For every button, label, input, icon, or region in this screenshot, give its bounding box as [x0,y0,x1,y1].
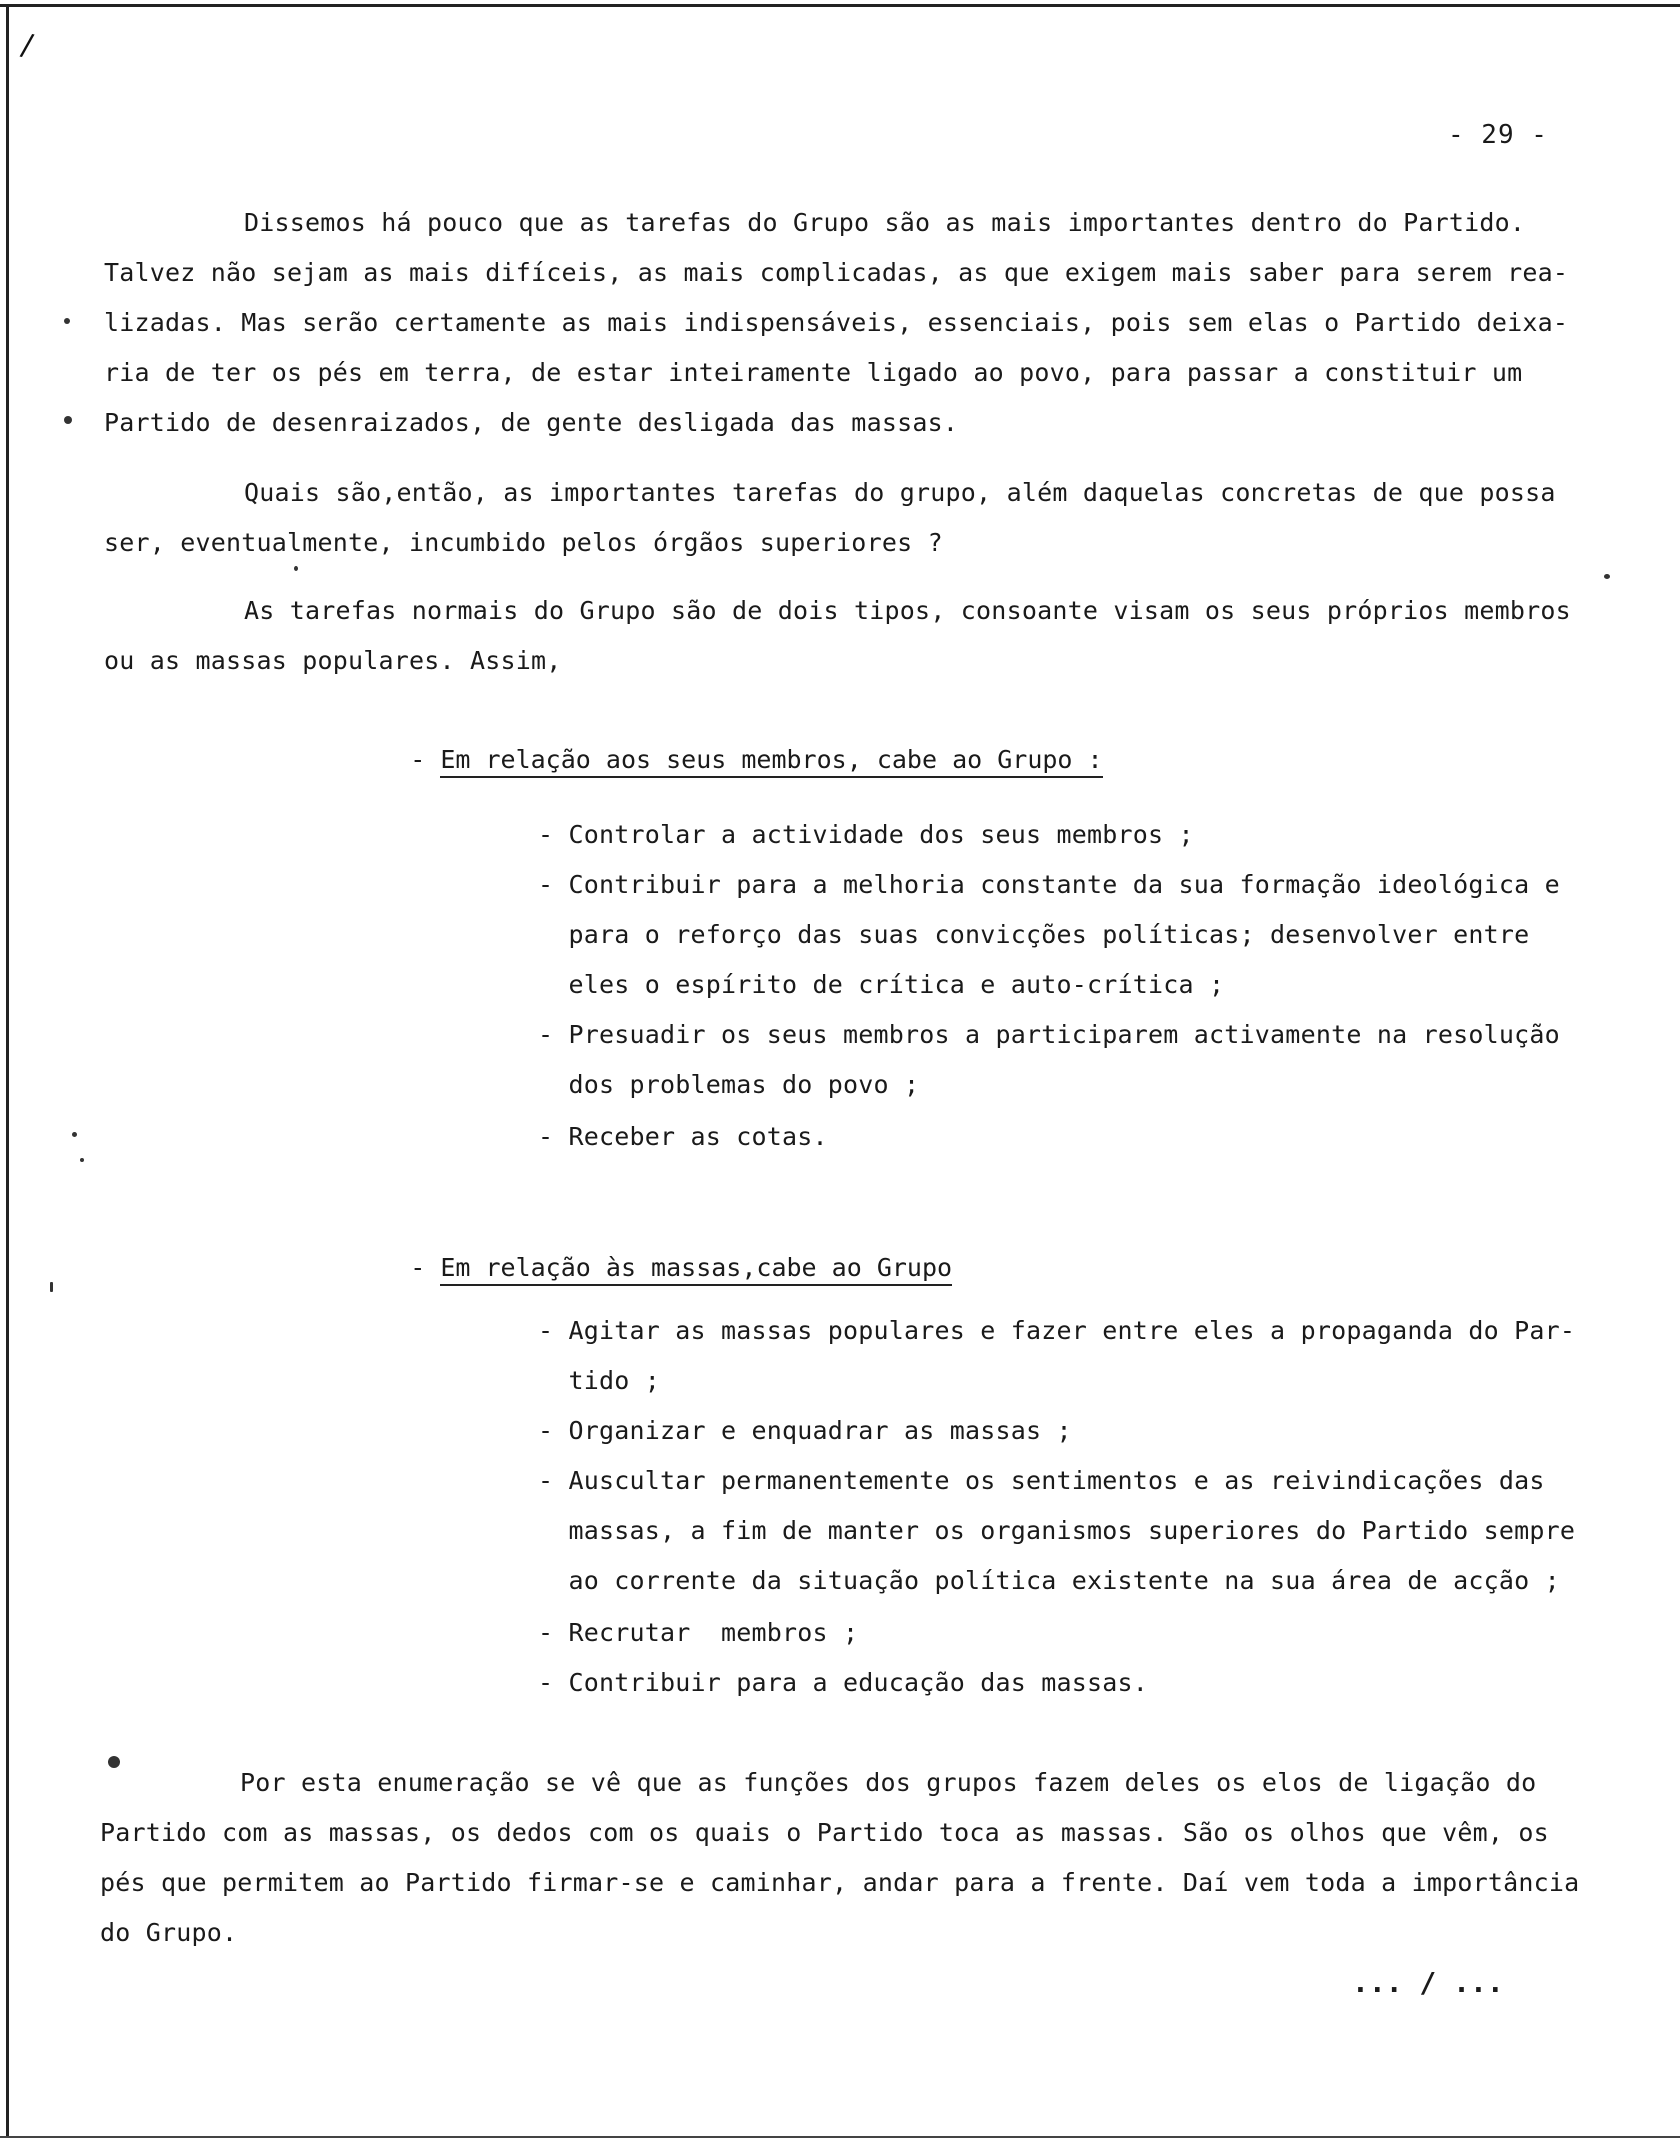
scan-border-top [0,4,1680,7]
scan-speck [1604,574,1610,579]
list-item: - Organizar e enquadrar as massas ; [538,1416,1072,1445]
list-item-continuation: tido ; [538,1366,661,1395]
scan-speck [72,1132,77,1137]
list-item-continuation: ao corrente da situação política existente na sua área de acção ; [538,1566,1560,1595]
paragraph-line: ou as massas populares. Assim, [104,646,562,675]
list-item: - Recrutar membros ; [538,1618,859,1647]
paragraph-line: Quais são,então, as importantes tarefas do grupo, além daquelas concretas de que possa [244,478,1556,507]
scan-border-bottom [0,2136,1680,2138]
list-item-continuation: massas, a fim de manter os organismos superiores do Partido sempre [538,1516,1576,1545]
corner-mark: / [18,27,36,64]
paragraph-line: Talvez não sejam as mais difíceis, as mais complicadas, as que exigem mais saber para serem rea- [104,258,1569,287]
list-item: - Receber as cotas. [538,1122,828,1151]
scan-border-left [6,4,9,2138]
heading-text: Em relação às massas,cabe ao Grupo [440,1253,952,1286]
scan-speck [64,416,72,424]
paragraph-line: Partido de desenraizados, de gente desligada das massas. [104,408,959,437]
list-item-continuation: eles o espírito de crítica e auto-crítica ; [538,970,1225,999]
continuation-mark: ... / ... [1352,1966,1504,1999]
list-item: - Contribuir para a educação das massas. [538,1668,1149,1697]
page-number: - 29 - [1448,120,1548,150]
paragraph-line: lizadas. Mas serão certamente as mais indispensáveis, essenciais, pois sem elas o Partido deixa- [104,308,1569,337]
heading-text: Em relação aos seus membros, cabe ao Grupo : [440,745,1102,778]
scan-speck [294,566,298,571]
list-item: - Agitar as massas populares e fazer entre eles a propaganda do Par- [538,1316,1576,1345]
list-item-continuation: para o reforço das suas convicções políticas; desenvolver entre [538,920,1530,949]
list-item: - Contribuir para a melhoria constante da sua formação ideológica e [538,870,1560,899]
list-item: - Presuadir os seus membros a participarem activamente na resolução [538,1020,1560,1049]
scan-speck [80,1158,84,1162]
list-item: - Controlar a actividade dos seus membros ; [538,820,1194,849]
heading-dash: - [410,1253,441,1282]
paragraph-line: do Grupo. [100,1918,238,1947]
paragraph-line: ria de ter os pés em terra, de estar inteiramente ligado ao povo, para passar a constituir um [104,358,1523,387]
heading-dash: - [410,745,441,774]
list-item-continuation: dos problemas do povo ; [538,1070,920,1099]
section-heading-masses [350,1224,952,1311]
scan-speck [108,1756,120,1768]
paragraph-line: As tarefas normais do Grupo são de dois tipos, consoante visam os seus próprios membros [244,596,1571,625]
section-heading-members [350,716,1103,803]
paragraph-line: Por esta enumeração se vê que as funções dos grupos fazem deles os elos de ligação do [240,1768,1537,1797]
list-item: - Auscultar permanentemente os sentimentos e as reivindicações das [538,1466,1545,1495]
paragraph-line: Dissemos há pouco que as tarefas do Grupo são as mais importantes dentro do Partido. [244,208,1526,237]
paragraph-line: ser, eventualmente, incumbido pelos órgãos superiores ? [104,528,943,557]
paragraph-line: Partido com as massas, os dedos com os quais o Partido toca as massas. São os olhos que vêm, os [100,1818,1549,1847]
paragraph-line: pés que permitem ao Partido firmar-se e caminhar, andar para a frente. Daí vem toda a importância [100,1868,1580,1897]
scan-speck [64,318,70,324]
scan-speck [50,1282,53,1292]
